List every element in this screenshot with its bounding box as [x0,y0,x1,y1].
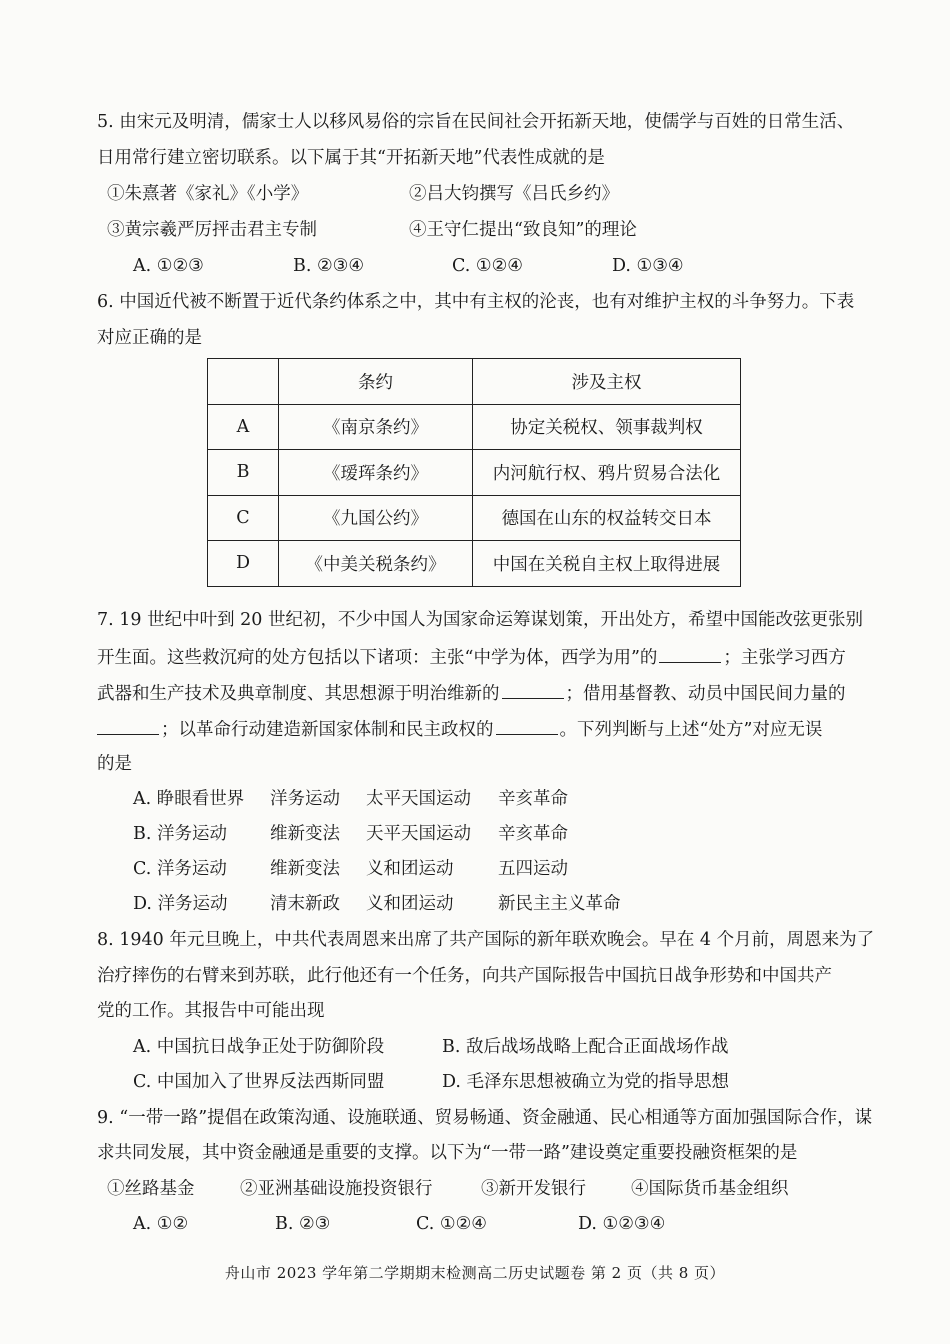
table-cell: B [208,450,279,496]
q6-stem-line1: 6. 中国近代被不断置于近代条约体系之中，其中有主权的沦丧，也有对维护主权的斗争努力。下表 [97,292,855,312]
q5-option-d: D. ①③④ [612,256,684,276]
q8-option-c: C. 中国加入了世界反法西斯同盟 [133,1072,385,1092]
q7-option-d-1: D. 洋务运动 [133,894,228,914]
q8-option-d: D. 毛泽东思想被确立为党的指导思想 [442,1072,730,1092]
q7-option-c-2: 维新变法 [270,859,340,879]
table-row [208,404,741,450]
table-cell: 中国在关税自主权上取得进展 [473,541,741,587]
q9-item-1: ①丝路基金 [107,1179,195,1199]
q5-option-c: C. ①②④ [452,256,523,276]
q7-option-a-3: 太平天国运动 [366,789,471,809]
q9-option-c: C. ①②④ [416,1214,487,1234]
q7-option-c-1: C. 洋务运动 [133,859,227,879]
q7-stem-line1: 7. 19 世纪中叶到 20 世纪初，不少中国人为国家命运筹谋划策，开出处方，希望中国能改弦更张别 [97,610,863,630]
table-cell: D [208,541,279,587]
table-cell: A [208,404,279,450]
q8-option-a: A. 中国抗日战争正处于防御阶段 [133,1037,385,1057]
q7-option-a-2: 洋务运动 [270,789,340,809]
q7-text: ；主张学习西方 [723,648,846,668]
q7-option-b-1: B. 洋务运动 [133,824,227,844]
table-cell: 内河航行权、鸦片贸易合法化 [473,450,741,496]
q7-option-b-3: 天平天国运动 [366,824,471,844]
q7-stem-line3 [97,680,846,706]
table-row [208,495,741,541]
q7-stem-line2 [97,644,846,670]
q9-option-a: A. ①② [133,1214,189,1234]
q5-item-1: ①朱熹著《家礼》《小学》 [107,184,309,204]
q5-option-a: A. ①②③ [133,256,204,276]
q5-item-4: ④王守仁提出“致良知”的理论 [409,220,637,240]
q7-text: 武器和生产技术及典章制度、其思想源于明治维新的 [97,684,500,704]
table-cell: 德国在山东的权益转交日本 [473,495,741,541]
q7-option-b-2: 维新变法 [270,824,340,844]
q7-option-a-1: A. 睁眼看世界 [133,789,245,809]
q9-option-b: B. ②③ [275,1214,331,1234]
table-row [208,450,741,496]
q9-stem-line2: 求共同发展，其中资金融通是重要的支撑。以下为“一带一路”建设奠定重要投融资框架的是 [97,1143,798,1163]
q5-option-b: B. ②③④ [293,256,365,276]
q9-option-d: D. ①②③④ [578,1214,666,1234]
q7-option-d-4: 新民主主义革命 [498,894,621,914]
q5-stem-line1: 5. 由宋元及明清，儒家士人以移风易俗的宗旨在民间社会开拓新天地，使儒学与百姓的日常生活、 [97,112,855,132]
q7-text: ；以革命行动建造新国家体制和民主政权的 [161,720,494,740]
q9-item-3: ③新开发银行 [481,1179,586,1199]
answer-blank [502,680,564,699]
q6-stem-line2: 对应正确的是 [97,328,202,348]
q7-option-d-3: 义和团运动 [366,894,454,914]
q7-text: ；借用基督教、动员中国民间力量的 [565,684,846,704]
table-cell: 《瑷珲条约》 [279,450,473,496]
q7-stem-line4 [97,716,822,742]
q9-item-4: ④国际货币基金组织 [631,1179,789,1199]
q7-option-c-3: 义和团运动 [366,859,454,879]
q8-stem-line1: 8. 1940 年元旦晚上，中共代表周恩来出席了共产国际的新年联欢晚会。早在 4 个月前，周恩来为了 [97,930,875,950]
table-header-row [208,359,741,405]
q6-table [207,358,741,587]
q7-text: 开生面。这些救沉疴的处方包括以下诸项：主张“中学为体，西学为用”的 [97,648,658,668]
q5-item-3: ③黄宗羲严厉抨击君主专制 [107,220,317,240]
table-header-cell: 涉及主权 [473,359,741,405]
table-cell: 协定关税权、领事裁判权 [473,404,741,450]
q8-stem-line3: 党的工作。其报告中可能出现 [97,1001,325,1021]
q7-option-d-2: 清末新政 [270,894,340,914]
q5-item-2: ②吕大钧撰写《吕氏乡约》 [409,184,619,204]
table-cell: 《中美关税条约》 [279,541,473,587]
table-cell: C [208,495,279,541]
table-header-cell: 条约 [279,359,473,405]
table-cell: 《南京条约》 [279,404,473,450]
page-footer: 舟山市 2023 学年第二学期期末检测高二历史试题卷 第 2 页（共 8 页） [224,1264,726,1282]
answer-blank [496,716,558,735]
table-cell: 《九国公约》 [279,495,473,541]
q8-stem-line2: 治疗摔伤的右臂来到苏联，此行他还有一个任务，向共产国际报告中国抗日战争形势和中国共产 [97,966,832,986]
q7-option-a-4: 辛亥革命 [498,789,568,809]
q7-text: 。下列判断与上述“处方”对应无误 [559,720,823,740]
q7-stem-line5: 的是 [97,754,132,774]
q5-stem-line2: 日用常行建立密切联系。以下属于其“开拓新天地”代表性成就的是 [97,148,605,168]
q9-stem-line1: 9. “一带一路”提倡在政策沟通、设施联通、贸易畅通、资金融通、民心相通等方面加强国际合作，谋 [97,1108,873,1128]
table-row [208,541,741,587]
table-header-cell [208,359,279,405]
q7-option-c-4: 五四运动 [498,859,568,879]
q8-option-b: B. 敌后战场战略上配合正面战场作战 [442,1037,729,1057]
answer-blank [97,716,159,735]
q7-option-b-4: 辛亥革命 [498,824,568,844]
q9-item-2: ②亚洲基础设施投资银行 [240,1179,433,1199]
answer-blank [659,644,721,663]
